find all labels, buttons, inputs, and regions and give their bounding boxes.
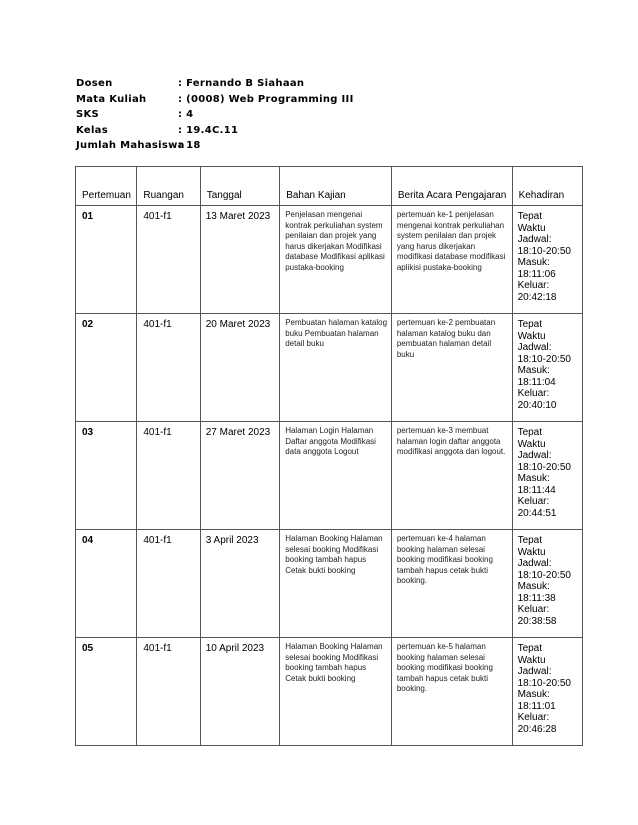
cell-ruangan — [137, 638, 200, 746]
table-row — [76, 422, 583, 530]
header-ruangan: Ruangan — [137, 167, 200, 206]
teaching-report: pertemuan ke-1 penjelasan mengenai kontrak perkuliahan system penilaian dan projek yang harus dikerjakan modifikasi database modifikasi aplikisi pustaka-booking — [396, 210, 506, 272]
date: 3 April 2023 — [205, 535, 259, 546]
meeting-number: 02 — [82, 319, 94, 330]
cell-ruangan — [137, 422, 200, 530]
info-value: : (0008) Web Programming III — [178, 93, 354, 105]
cell-pertemuan — [76, 314, 137, 422]
info-label: Mata Kuliah — [76, 93, 147, 105]
info-value: : Fernando B Siahaan — [178, 78, 305, 89]
check-in-time: 18:11:04 — [517, 376, 556, 388]
study-material: Halaman Booking Halaman selesai booking Modifikasi booking tambah hapus Cetak bukti booking — [285, 534, 383, 575]
info-label: Dosen — [76, 78, 113, 89]
date: 20 Maret 2023 — [205, 319, 271, 330]
date: 27 Maret 2023 — [205, 427, 271, 438]
cell-tanggal — [200, 314, 279, 422]
check-in-label: Masuk: — [517, 257, 550, 268]
meeting-number: 04 — [82, 535, 94, 546]
info-row-dosen — [76, 76, 354, 92]
check-in-label: Masuk: — [517, 689, 550, 700]
info-row-jumlah-mahasiswa — [76, 138, 354, 154]
meeting-number: 05 — [82, 643, 94, 654]
schedule-time: 18:10-20:50 — [517, 353, 571, 365]
cell-pertemuan — [76, 638, 137, 746]
course-info — [76, 76, 354, 154]
meeting-number: 01 — [82, 211, 94, 222]
cell-berita-acara — [391, 314, 512, 422]
teaching-report: pertemuan ke-3 membuat halaman login daftar anggota modifikasi anggota dan logout. — [396, 426, 506, 456]
check-out-time: 20:38:58 — [517, 615, 557, 627]
study-material: Pembuatan halaman katalog buku Pembuatan halaman detail buku — [285, 318, 388, 348]
teaching-report: pertemuan ke-2 pembuatan halaman katalog buku dan pembuatan halaman detail buku — [396, 318, 496, 359]
cell-kehadiran — [512, 314, 582, 422]
cell-kehadiran — [512, 638, 582, 746]
cell-pertemuan — [76, 530, 137, 638]
cell-bahan-kajian — [280, 638, 392, 746]
table-row — [76, 638, 583, 746]
check-in-label: Masuk: — [517, 581, 550, 592]
attendance-status: Tepat Waktu — [517, 535, 546, 558]
info-value: : 18 — [178, 140, 201, 151]
schedule-label: Jadwal: — [517, 234, 552, 245]
study-material: Halaman Login Halaman Daftar anggota Modifikasi data anggota Logout — [285, 426, 376, 456]
table-row — [76, 206, 583, 314]
cell-tanggal — [200, 638, 279, 746]
info-row-mata-kuliah — [76, 92, 354, 108]
schedule-time: 18:10-20:50 — [517, 677, 571, 689]
room: 401-f1 — [143, 535, 172, 546]
header-tanggal: Tanggal — [200, 167, 279, 206]
attendance-info — [513, 422, 582, 519]
info-label: Kelas — [76, 124, 108, 136]
attendance-info — [513, 206, 582, 303]
cell-bahan-kajian — [280, 314, 392, 422]
check-out-time: 20:40:10 — [517, 399, 557, 411]
study-material: Halaman Booking Halaman selesai booking Modifikasi booking tambah hapus Cetak bukti booking — [285, 642, 383, 683]
cell-pertemuan — [76, 206, 137, 314]
check-out-label: Keluar: — [517, 280, 550, 291]
room: 401-f1 — [143, 427, 172, 438]
attendance-table — [75, 166, 583, 746]
check-out-label: Keluar: — [517, 604, 550, 615]
schedule-time: 18:10-20:50 — [517, 461, 571, 473]
cell-tanggal — [200, 422, 279, 530]
schedule-label: Jadwal: — [517, 558, 552, 569]
info-row-sks — [76, 107, 354, 123]
header-kehadiran: Kehadiran — [512, 167, 582, 206]
check-out-label: Keluar: — [517, 712, 550, 723]
attendance-info — [513, 530, 582, 627]
check-in-label: Masuk: — [517, 365, 550, 376]
attendance-status: Tepat Waktu — [517, 319, 546, 342]
schedule-time: 18:10-20:50 — [517, 245, 571, 257]
attendance-info — [513, 638, 582, 735]
table-header-row — [76, 167, 583, 206]
header-bahan-kajian: Bahan Kajian — [280, 167, 392, 206]
attendance-status: Tepat Waktu — [517, 427, 546, 450]
teaching-report: pertemuan ke-4 halaman booking halaman selesai booking modifikasi booking tambah hapus cetak bukti booking. — [396, 534, 493, 585]
room: 401-f1 — [143, 643, 172, 654]
cell-bahan-kajian — [280, 422, 392, 530]
date: 13 Maret 2023 — [205, 211, 271, 222]
cell-berita-acara — [391, 206, 512, 314]
attendance-status: Tepat Waktu — [517, 643, 546, 666]
cell-pertemuan — [76, 422, 137, 530]
table-row — [76, 530, 583, 638]
attendance-info — [513, 314, 582, 411]
cell-berita-acara — [391, 638, 512, 746]
header-pertemuan: Pertemuan — [76, 167, 137, 206]
cell-kehadiran — [512, 530, 582, 638]
check-in-label: Masuk: — [517, 473, 550, 484]
cell-kehadiran — [512, 206, 582, 314]
check-out-label: Keluar: — [517, 496, 550, 507]
schedule-label: Jadwal: — [517, 450, 552, 461]
cell-berita-acara — [391, 530, 512, 638]
info-label: Jumlah Mahasiswa — [76, 140, 185, 151]
cell-ruangan — [137, 530, 200, 638]
header-berita-acara: Berita Acara Pengajaran — [391, 167, 512, 206]
cell-berita-acara — [391, 422, 512, 530]
schedule-label: Jadwal: — [517, 342, 552, 353]
info-value: : 19.4C.11 — [178, 124, 239, 136]
check-out-label: Keluar: — [517, 388, 550, 399]
attendance-status: Tepat Waktu — [517, 211, 546, 234]
info-row-kelas — [76, 123, 354, 139]
check-out-time: 20:44:51 — [517, 507, 557, 519]
cell-bahan-kajian — [280, 206, 392, 314]
schedule-time: 18:10-20:50 — [517, 569, 571, 581]
meeting-number: 03 — [82, 427, 94, 438]
check-in-time: 18:11:01 — [517, 700, 556, 712]
info-value: : 4 — [178, 109, 194, 120]
check-out-time: 20:42:18 — [517, 291, 557, 303]
check-in-time: 18:11:06 — [517, 268, 556, 280]
study-material: Penjelasan mengenai kontrak perkuliahan system penilaian dan projek yang harus dikerjakan Modifikasi database Modifikasi aplikasi pustaka-booking — [285, 210, 385, 272]
cell-tanggal — [200, 530, 279, 638]
check-in-time: 18:11:38 — [517, 592, 556, 604]
cell-tanggal — [200, 206, 279, 314]
cell-bahan-kajian — [280, 530, 392, 638]
cell-ruangan — [137, 314, 200, 422]
schedule-label: Jadwal: — [517, 666, 552, 677]
cell-kehadiran — [512, 422, 582, 530]
table-row — [76, 314, 583, 422]
date: 10 April 2023 — [205, 643, 265, 654]
check-out-time: 20:46:28 — [517, 723, 557, 735]
room: 401-f1 — [143, 211, 172, 222]
teaching-report: pertemuan ke-5 halaman booking halaman selesai booking modifikasi booking tambah hapus cetak bukti booking. — [396, 642, 493, 693]
info-label: SKS — [76, 109, 100, 120]
room: 401-f1 — [143, 319, 172, 330]
cell-ruangan — [137, 206, 200, 314]
check-in-time: 18:11:44 — [517, 484, 556, 496]
